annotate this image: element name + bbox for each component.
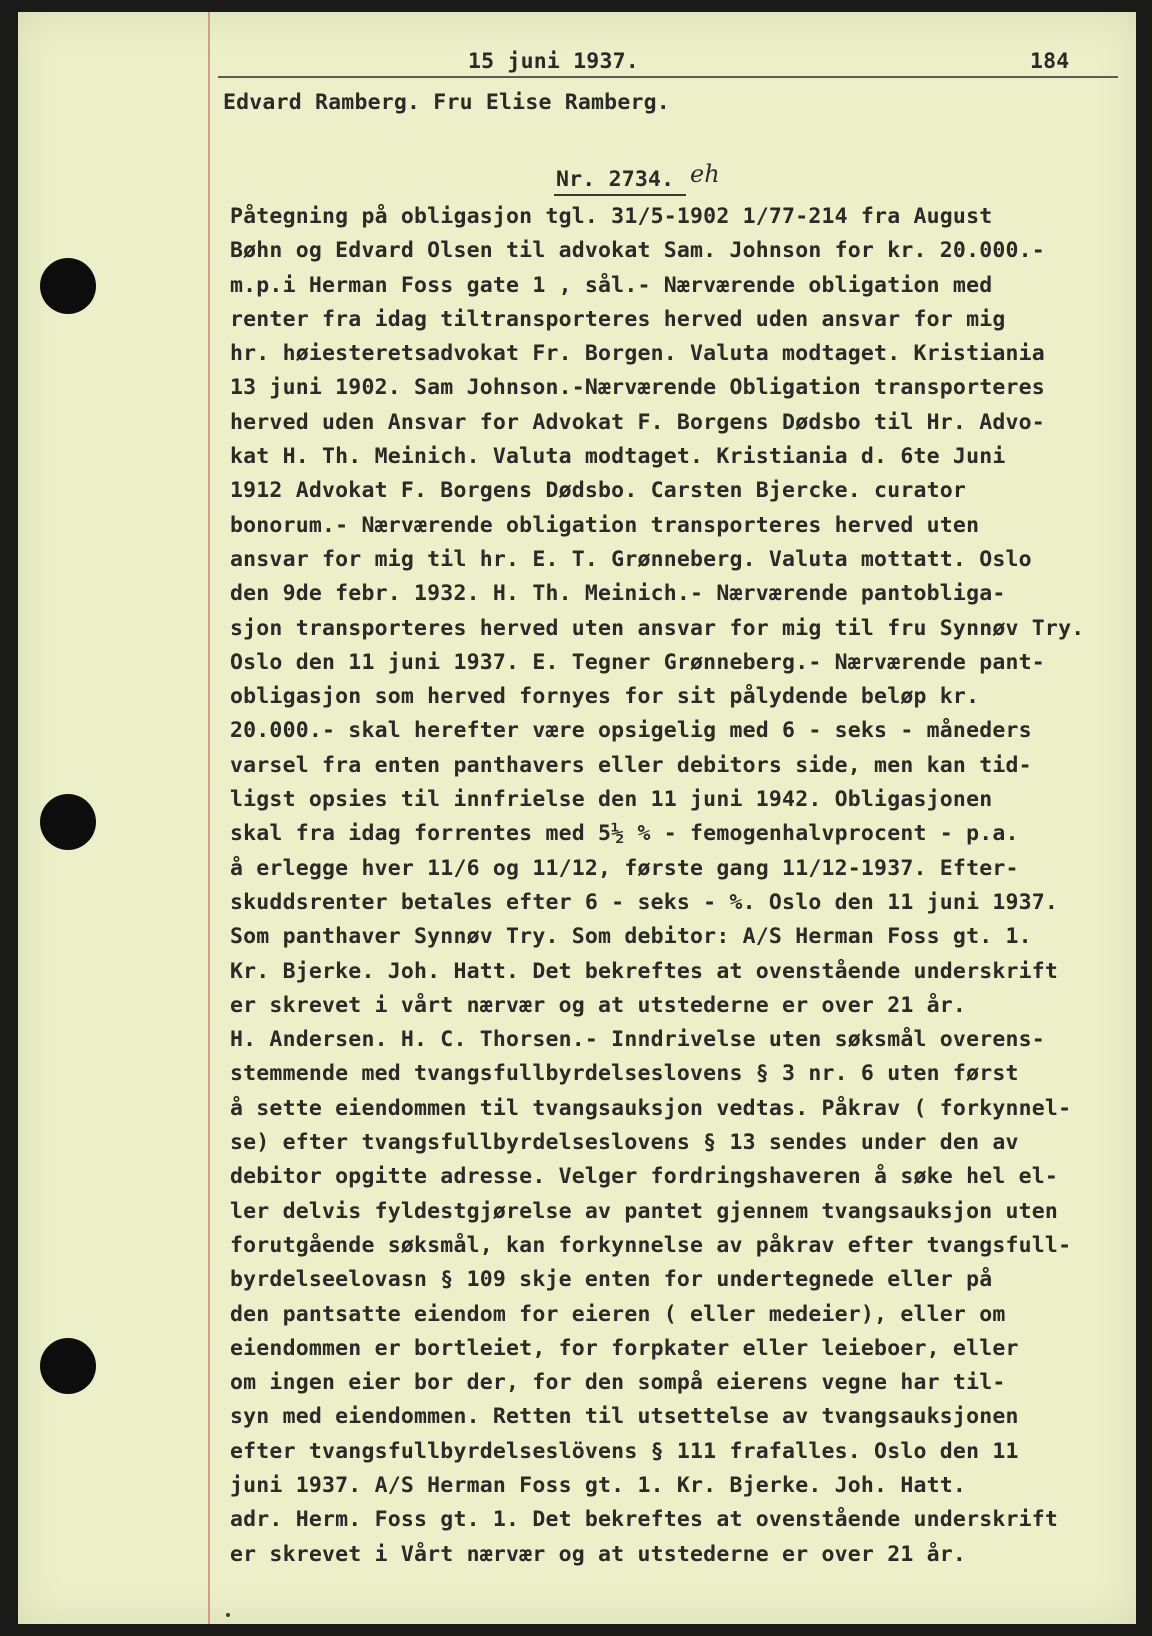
page-number: 184 — [1030, 49, 1070, 74]
clerk-initials: eh — [690, 160, 720, 188]
body-line: se) efter tvangsfullbyrdelseslovens § 13 sendes under den av — [230, 1130, 1019, 1156]
punch-hole — [40, 258, 96, 314]
body-line: varsel fra enten panthavers eller debitors side, men kan tid- — [230, 752, 1032, 778]
margin-rule — [208, 12, 210, 1624]
punch-hole — [40, 794, 96, 850]
body-line: ligst opsies til innfrielse den 11 juni 1942. Obligasjonen — [230, 787, 993, 813]
body-line: eiendommen er bortleiet, for forpkater eller leieboer, eller — [230, 1335, 1019, 1361]
body-line: skuddsrenter betales efter 6 - seks - %. Oslo den 11 juni 1937. — [230, 889, 1059, 915]
entry-number-underline — [554, 194, 686, 196]
body-line: å sette eiendommen til tvangsauksjon vedtas. Påkrav ( forkynnel- — [230, 1095, 1072, 1121]
body-line: kat H. Th. Meinich. Valuta modtaget. Kristiania d. 6te Juni — [230, 444, 1006, 470]
body-line: herved uden Ansvar for Advokat F. Borgens Dødsbo til Hr. Advo- — [230, 409, 1045, 435]
body-line: den 9de febr. 1932. H. Th. Meinich.- Nærværende pantobliga- — [230, 581, 1006, 607]
body-line: hr. høiesteretsadvokat Fr. Borgen. Valuta modtaget. Kristiania — [230, 341, 1045, 367]
body-line: sjon transporteres herved uten ansvar for mig til fru Synnøv Try. — [230, 615, 1085, 641]
body-line: H. Andersen. H. C. Thorsen.- Inndrivelse uten søksmål overens- — [230, 1027, 1045, 1053]
punch-hole — [40, 1338, 96, 1394]
body-line: efter tvangsfullbyrdelseslövens § 111 frafalles. Oslo den 11 — [230, 1438, 1019, 1464]
body-line: byrdelseelovasn § 109 skje enten for undertegnede eller på — [230, 1267, 993, 1293]
body-line: Oslo den 11 juni 1937. E. Tegner Grønneberg.- Nærværende pant- — [230, 649, 1045, 675]
document-body — [230, 200, 1084, 1572]
header-rule — [218, 76, 1118, 78]
body-line: å erlegge hver 11/6 og 11/12, første gang 11/12-1937. Efter- — [230, 855, 1019, 881]
body-line: Påtegning på obligasjon tgl. 31/5-1902 1/77-214 fra August — [230, 204, 993, 229]
body-line: ler delvis fyldestgjørelse av pantet gjennem tvangsauksjon uten — [230, 1198, 1059, 1224]
body-line: 20.000.- skal herefter være opsigelig med 6 - seks - måneders — [230, 718, 1032, 744]
entry-number: Nr. 2734. — [556, 167, 675, 192]
body-line: forutgående søksmål, kan forkynnelse av påkrav efter tvangsfull- — [230, 1232, 1072, 1258]
body-line: 13 juni 1902. Sam Johnson.-Nærværende Obligation transporteres — [230, 375, 1045, 401]
body-line: Bøhn og Edvard Olsen til advokat Sam. Johnson for kr. 20.000.- — [230, 238, 1045, 264]
body-line: juni 1937. A/S Herman Foss gt. 1. Kr. Bjerke. Joh. Hatt. — [230, 1472, 967, 1498]
body-line: stemmende med tvangsfullbyrdelseslovens § 3 nr. 6 uten først — [230, 1061, 1019, 1087]
body-line: skal fra idag forrentes med 5½ % - femogenhalvprocent - p.a. — [230, 821, 1019, 847]
body-line: om ingen eier bor der, for den sompå eierens vegne har til- — [230, 1370, 1006, 1396]
ink-dot — [226, 1613, 230, 1617]
body-line: den pantsatte eiendom for eieren ( eller medeier), eller om — [230, 1301, 1006, 1327]
parties-line: Edvard Ramberg. Fru Elise Ramberg. — [223, 90, 670, 115]
body-line: er skrevet i vårt nærvær og at utstederne er over 21 år. — [230, 992, 967, 1018]
header-date: 15 juni 1937. — [468, 49, 639, 74]
body-line: er skrevet i Vårt nærvær og at utstederne er over 21 år. — [230, 1541, 967, 1567]
body-line: renter fra idag tiltransporteres herved uden ansvar for mig — [230, 306, 1006, 332]
body-line: bonorum.- Nærværende obligation transporteres herved uten — [230, 512, 980, 538]
body-line: Kr. Bjerke. Joh. Hatt. Det bekreftes at ovenstående underskrift — [230, 958, 1059, 984]
body-line: adr. Herm. Foss gt. 1. Det bekreftes at ovenstående underskrift — [230, 1507, 1059, 1533]
document-page — [18, 12, 1136, 1624]
body-line: syn med eiendommen. Retten til utsettelse av tvangsauksjonen — [230, 1404, 1019, 1430]
body-line: debitor opgitte adresse. Velger fordringshaveren å søke hel el- — [230, 1164, 1059, 1190]
body-line: 1912 Advokat F. Borgens Dødsbo. Carsten Bjercke. curator — [230, 478, 967, 504]
body-line: m.p.i Herman Foss gate 1 , sål.- Nærværende obligation med — [230, 272, 993, 298]
body-line: obligasjon som herved fornyes for sit pålydende beløp kr. — [230, 684, 980, 710]
body-line: ansvar for mig til hr. E. T. Grønneberg. Valuta mottatt. Oslo — [230, 546, 1032, 572]
body-line: Som panthaver Synnøv Try. Som debitor: A/S Herman Foss gt. 1. — [230, 924, 1032, 950]
